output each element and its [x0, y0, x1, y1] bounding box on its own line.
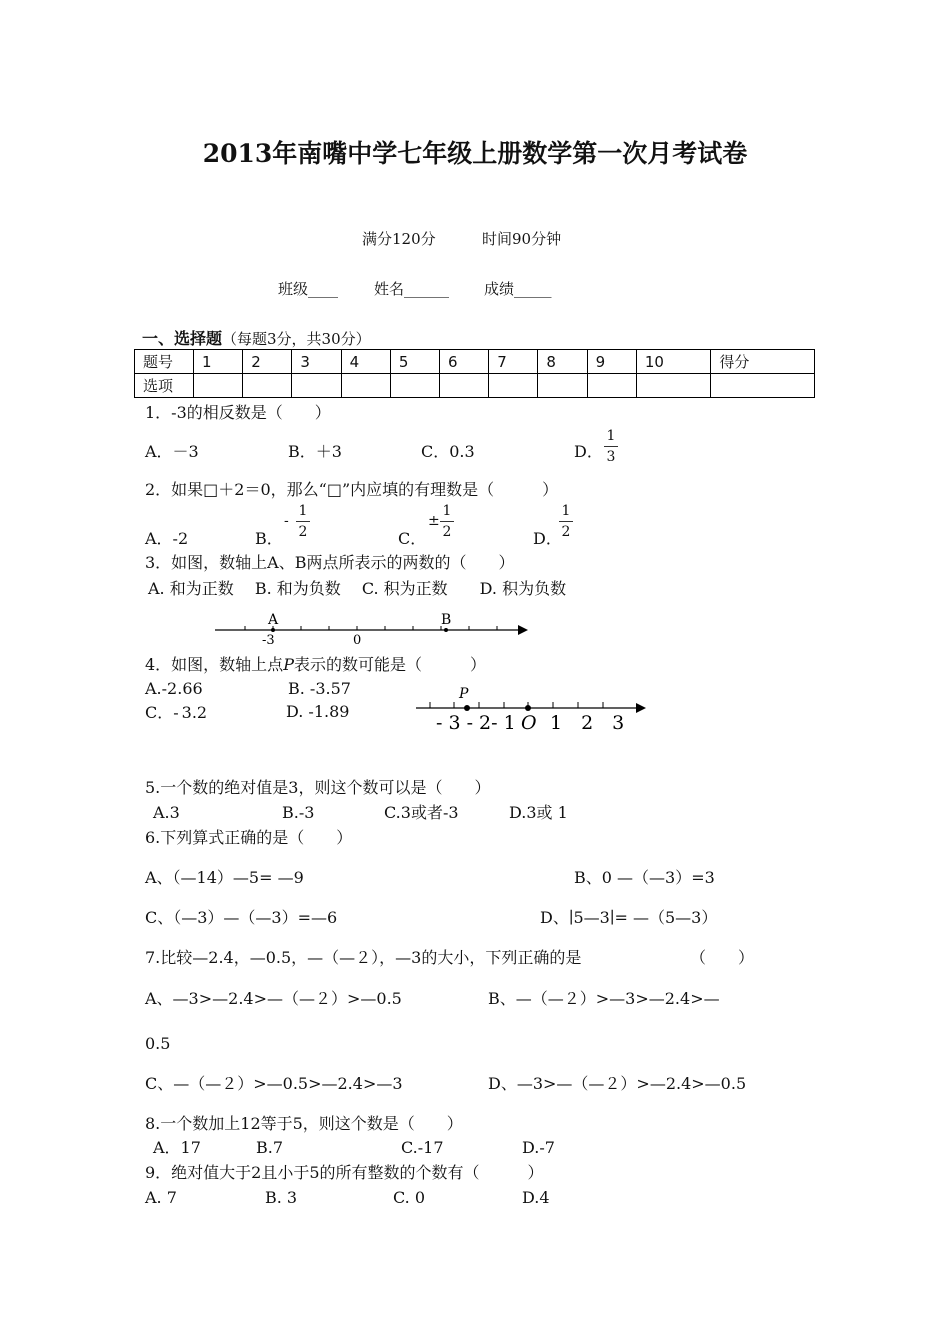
section-note: （每题3分，共30分）: [222, 330, 371, 348]
point-b: [444, 628, 448, 632]
q6-option-b: B、0 —（—3）=3: [574, 868, 715, 887]
fraction-denominator: 2: [442, 524, 452, 540]
pos-tick-labels: 1 2 3: [550, 712, 625, 734]
section-title: 一、选择题: [142, 329, 223, 348]
q2-option-d: D．: [533, 529, 562, 548]
answer-cell[interactable]: [292, 374, 341, 398]
table-cell: 7: [489, 350, 538, 374]
q4-c-value: 3.2: [181, 703, 208, 722]
q2-option-c: C．: [398, 529, 427, 548]
q5-option-d: D.3或 1: [509, 803, 568, 822]
fraction-bar: [296, 521, 310, 522]
answer-cell[interactable]: [636, 374, 711, 398]
answer-table-header-row: [135, 350, 815, 374]
q6-option-c: C、（—3）—（—3）=—6: [145, 908, 338, 927]
table-cell: 6: [440, 350, 489, 374]
q5-option-b: B.-3: [282, 803, 315, 822]
q8-option-c: C.-17: [401, 1138, 444, 1157]
label-b: B: [441, 612, 452, 628]
q2-c-sign: ±: [428, 513, 440, 529]
q5-option-c: C.3或者-3: [384, 803, 459, 822]
q4-stem: [145, 655, 486, 675]
answer-cell[interactable]: [538, 374, 587, 398]
q9-option-b: B. 3: [265, 1188, 298, 1207]
q4-stem-end: 表示的数可能是（ ）: [293, 655, 486, 674]
table-cell: 8: [538, 350, 587, 374]
point-a: [271, 628, 275, 632]
table-cell: 2: [243, 350, 292, 374]
answer-cell[interactable]: [341, 374, 390, 398]
table-cell: 9: [587, 350, 636, 374]
q4-option-a: A.-2.66: [145, 679, 203, 698]
q9-stem: 9．绝对值大于2且小于5的所有整数的个数有（ ）: [145, 1163, 544, 1182]
q1-option-d: D．: [574, 442, 603, 461]
q8-option-d: D.-7: [522, 1138, 555, 1157]
name-field: 姓名______: [374, 280, 450, 298]
q4-stem-p: P: [283, 655, 294, 674]
fraction-numerator: 1: [561, 503, 571, 519]
q4-option-b: B. -3.57: [288, 679, 351, 698]
q3-options: A. 和为正数 B. 和为负数 C. 积为正数 D. 积为负数: [148, 579, 567, 598]
table-cell: 得分: [711, 350, 815, 374]
fraction-bar: [604, 446, 618, 447]
score-field: 成绩_____: [484, 280, 552, 298]
fraction-bar: [440, 521, 454, 522]
q2-option-b: B．: [255, 529, 283, 548]
table-cell: 3: [292, 350, 341, 374]
point-p: [464, 705, 470, 711]
axis-arrow: [636, 703, 646, 713]
q7-option-d: D、—3>—（—２）>—2.4>—0.5: [488, 1074, 747, 1093]
tick-label-neg3: -3: [262, 633, 275, 648]
origin-label: O: [521, 712, 537, 734]
q2-stem: 2．如果□＋2＝0，那么“□”内应填的有理数是（ ）: [145, 480, 559, 499]
answer-cell[interactable]: [390, 374, 439, 398]
tick-label-0: 0: [353, 633, 362, 648]
fraction-numerator: 1: [606, 428, 616, 444]
q7-option-c: C、—（—２）>—0.5>—2.4>—3: [145, 1074, 403, 1093]
origin-point: [525, 705, 531, 711]
answer-cell[interactable]: [243, 374, 292, 398]
table-cell: 10: [636, 350, 711, 374]
answer-table-row: [135, 374, 815, 398]
q6-option-a: A、（—14）—5= —9: [145, 868, 304, 887]
q2-option-a: A．-2: [145, 529, 189, 548]
answer-cell[interactable]: [711, 374, 815, 398]
q2-b-fraction: [296, 503, 310, 540]
q7-paren: （ ）: [690, 948, 755, 967]
full-score: 满分120分: [362, 230, 436, 248]
time-limit: 时间90分钟: [482, 230, 562, 248]
q1-stem: 1．-3的相反数是（ ）: [145, 403, 331, 422]
fraction-denominator: 2: [561, 524, 571, 540]
q4-option-c: [145, 703, 207, 723]
q9-option-c: C. 0: [393, 1188, 426, 1207]
class-field: 班级____: [278, 280, 339, 298]
fraction-bar: [559, 521, 573, 522]
q4-option-d: D. -1.89: [286, 702, 350, 721]
q7-option-b: B、—（—２）>—3>—2.4>—: [488, 989, 720, 1008]
q1-d-fraction: [604, 428, 618, 465]
q5-option-a: A.3: [153, 803, 180, 822]
answer-cell[interactable]: [587, 374, 636, 398]
fraction-denominator: 3: [606, 449, 616, 465]
q7-stem: 7.比较—2.4，—0.5，—（—２），—3的大小，下列正确的是: [145, 948, 582, 967]
answer-cell[interactable]: [489, 374, 538, 398]
q4-number-line: [410, 684, 660, 734]
label-a: A: [268, 612, 279, 628]
q9-option-a: A. 7: [145, 1188, 177, 1207]
fraction-denominator: 2: [298, 524, 308, 540]
axis-arrow: [518, 625, 528, 635]
table-cell: 4: [341, 350, 390, 374]
q2-d-fraction: [559, 503, 573, 540]
table-cell: 选项: [135, 374, 194, 398]
q6-option-d: D、∣5—3∣= —（5—3）: [540, 908, 718, 927]
q4-c-prefix: C．-: [145, 703, 179, 722]
q8-stem: 8.一个数加上12等于5，则这个数是（ ）: [145, 1114, 463, 1133]
table-cell: 题号: [135, 350, 194, 374]
q4-stem-start: 4．如图，数轴上点: [145, 655, 284, 674]
fraction-numerator: 1: [442, 503, 452, 519]
q7-option-b-cont: 0.5: [145, 1034, 171, 1053]
answer-table: [134, 349, 815, 398]
q2-c-fraction: [440, 503, 454, 540]
table-cell: 1: [194, 350, 243, 374]
table-cell: 5: [390, 350, 439, 374]
q2-b-sign: -: [284, 513, 289, 529]
q1-option-b: B．＋3: [288, 442, 342, 461]
q8-option-b: B.7: [256, 1138, 284, 1157]
section-heading: [142, 326, 371, 349]
fraction-numerator: 1: [298, 503, 308, 519]
q1-option-a: A．－3: [145, 442, 199, 461]
answer-cell[interactable]: [194, 374, 243, 398]
q6-stem: 6.下列算式正确的是（ ）: [145, 828, 353, 847]
label-p: P: [459, 686, 469, 702]
q8-option-a: A．17: [153, 1138, 201, 1157]
q9-option-d: D.4: [522, 1188, 550, 1207]
page-title: 2013年南嘴中学七年级上册数学第一次月考试卷: [202, 139, 748, 168]
q3-stem: 3．如图，数轴上A、B两点所表示的两数的（ ）: [145, 553, 515, 572]
answer-cell[interactable]: [440, 374, 489, 398]
neg-tick-labels: - 3 - 2- 1: [436, 712, 516, 734]
q5-stem: 5.一个数的绝对值是3，则这个数可以是（ ）: [145, 778, 491, 797]
q3-number-line: [210, 608, 540, 650]
q7-option-a: A、—3>—2.4>—（—２）>—0.5: [145, 989, 402, 1008]
q1-option-c: C．0.3: [421, 442, 475, 461]
